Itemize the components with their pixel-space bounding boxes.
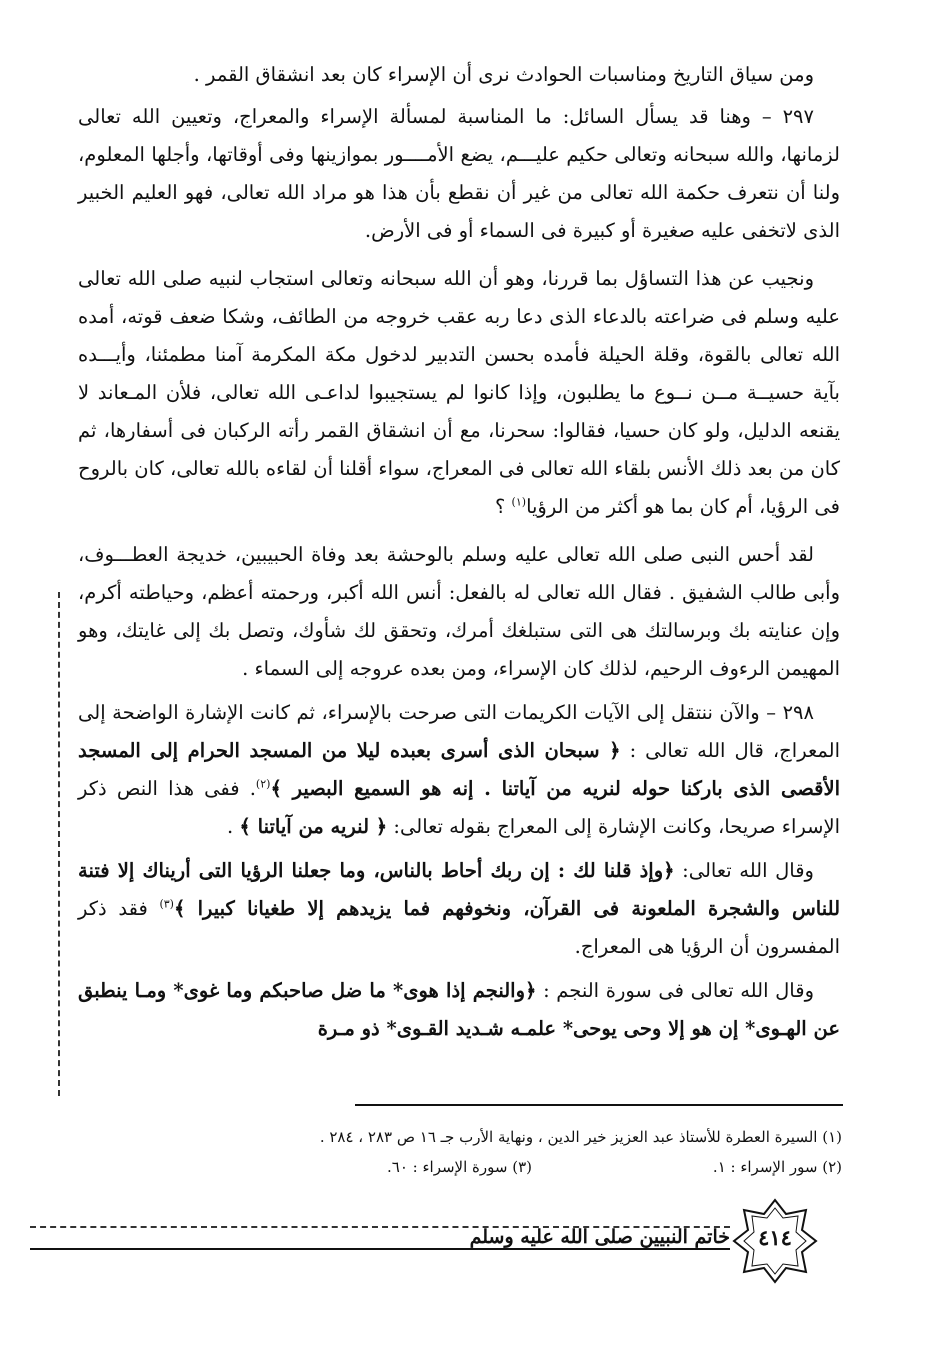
footnote-1: (١) السيرة العطرة للأستاذ عبد العزيز خير الدين ، ونهاية الأرب جـ ١٦ ص ٢٨٣ ، ٢٨٤ . xyxy=(319,1128,842,1146)
footnote-ref-3: (٣) xyxy=(159,897,174,911)
footnote-separator xyxy=(355,1104,843,1106)
margin-dashed-rule xyxy=(58,592,60,1096)
said1-end: فقد ذكر المفسرون أن الرؤيا هى المعراج. xyxy=(78,897,840,958)
paragraph-felt: لقد أحس النبى صلى الله تعالى عليه وسلم بالوحشة بعد وفاة الحبيبين، خديجة العطـــوف، وأبى طالب الشفيق . فقال الله تعالى له بالفعل: أنس الله أكبر، ورحمته أعظم، وحياطته أكرم، وإن عنايته بك وبرسالتك هى التى ستبلغك أمرك، وتحقق لك شأوك، وتصل بك إلى غايتك، وهو المهيمن الرءوف الرحيم، لذلك كان الإسراء، ومن بعده عروجه إلى السماء . xyxy=(78,543,840,680)
quran-verse-isra-60: ﴿وإذ قلنا لك : إن ربك أحاط بالناس، وما جعلنا الرؤيا التى أريناك إلا فتنة للناس والشجرة الملعونة فى القرآن، ونخوفهم فما يزيدهم إلا طغيانا كبيرا ﴾ xyxy=(78,859,841,920)
paragraph-297: ٢٩٧ – وهنا قد يسأل السائل: ما المناسبة لمسألة الإسراء والمعراج، وتعيين الله تعالى لزمانها، والله سبحانه وتعالى حكيم عليـــم، يضع الأمــــور بموازينها وفى أوقاتها، وأجلها المعلوم، ولنا أن نتعرف حكمة الله تعالى من غير أن نقطع بأن هذا هو مراد الله تعالى، فهو العليم الخبير الذى لاتخفى عليه صغيرة أو كبيرة فى السماء أو فى الأرض. xyxy=(78,105,840,242)
footnote-2: (٢) سور الإسراء : ١. xyxy=(712,1158,842,1176)
footnote-ref-1: (١) xyxy=(511,495,527,509)
footnote-ref-2: (٢) xyxy=(255,777,271,791)
answer-end: ؟ xyxy=(494,495,512,518)
footnote-row-2 xyxy=(150,1152,842,1182)
footnote-3: (٣) سورة الإسراء : ٦٠. xyxy=(386,1158,532,1176)
quran-verse-isra-1: ﴿ سبحان الذى أسرى بعبده ليلا من المسجد الحرام إلى المسجد الأقصى الذى باركنا حوله لنريه من آياتنا . إنه هو السميع البصير ﴾ xyxy=(78,739,840,800)
paragraph-said-2 xyxy=(78,972,840,1048)
said2-intro: وقال الله تعالى فى سورة النجم : xyxy=(536,979,814,1002)
paragraph-said-1 xyxy=(78,852,840,966)
p298-end: . xyxy=(227,815,240,838)
footnotes xyxy=(150,1122,842,1182)
p298-mid: . ففى هذا النص ذكر الإسراء صريحا، وكانت الإشارة إلى المعراج بقوله تعالى: xyxy=(78,777,840,838)
quran-verse-najm: ﴿والنجم إذا هوى* ما ضل صاحبكم وما غوى* ومـا ينطبق عن الهـوى* إن هو إلا وحى يوحى* علمـه شـديد القـوى* ذو مـرة xyxy=(78,979,840,1040)
paragraph-298 xyxy=(78,694,840,846)
paragraph-answer xyxy=(78,260,840,526)
book-title: خاتم النبيين صلى الله عليه وسلم xyxy=(469,1226,730,1248)
intro-line: ومن سياق التاريخ ومناسبات الحوادث نرى أن الإسراء كان بعد انشقاق القمر . xyxy=(193,63,814,86)
answer-text: ونجيب عن هذا التساؤل بما قررنا، وهو أن الله سبحانه وتعالى استجاب لنبيه صلى الله تعالى عليه وسلم فى ضراعته بالدعاء الذى دعا ربه عقب خروجه من الطائف، وشكا ضعف قوته، أمده الله تعالى بالقوة، وقلة الحيلة فأمده بحسن التدبير لدخول مكة المكرمة آمنا مطمئنا، وأيـــده بآية حسيــة مــن نــوع ما يطلبون، وإذا كانوا لم يستجيبوا لداعـى الله تعالى، فلأن المـعاند لا يقنعه الدليل، ولو كان حسيا، فقالوا: سحرنا، مع أن انشقاق القمر رأته الركبان فى أسفارها، ثم كان من بعد ذلك الأنس بلقاء الله تعالى فى المعراج، سواء أقلنا أن لقاءه بالله تعالى، كان بالروح فى الرؤيا، أم كان بما هو أكثر من الرؤيا xyxy=(78,267,840,518)
said1-intro: وقال الله تعالى: xyxy=(674,859,814,882)
page-footer xyxy=(30,1196,880,1296)
page-number: ٤١٤ xyxy=(758,1225,792,1250)
main-text xyxy=(78,56,840,1048)
p298-intro: ٢٩٨ – والآن ننتقل إلى الآيات الكريمات التى صرحت بالإسراء، ثم كانت الإشارة الواضحة إلى المعراج، قال الله تعالى : xyxy=(78,701,840,762)
quran-verse-fragment: ﴿ لنريه من آياتنا ﴾ xyxy=(239,815,388,838)
